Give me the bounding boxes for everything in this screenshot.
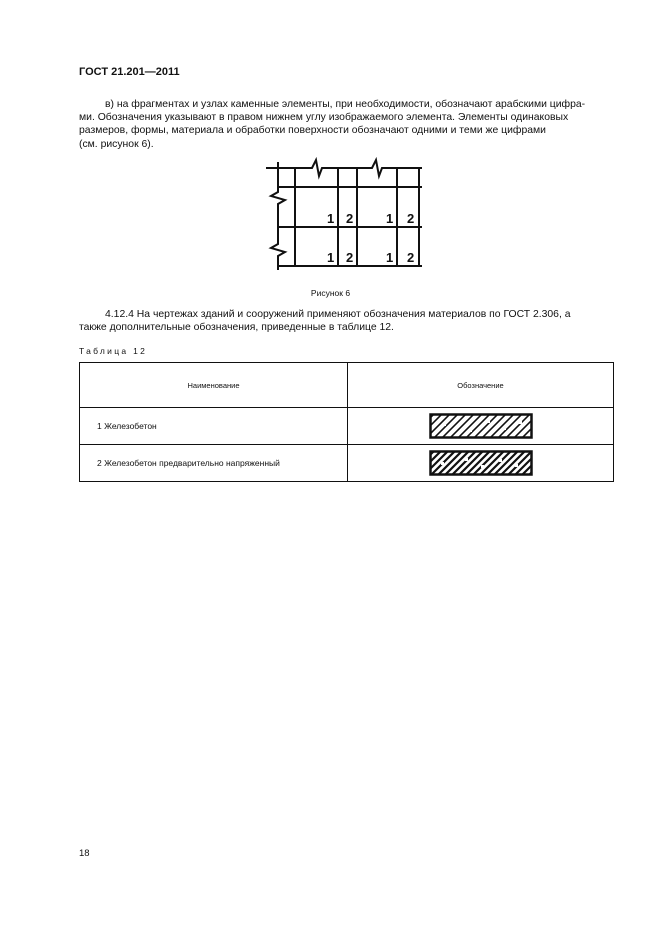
cell-number: 1	[386, 211, 394, 226]
row-name: 1 Железобетон	[80, 408, 348, 445]
paragraph-line: размеров, формы, материала и обработки поверхности обозначают одними и теми же цифрами	[79, 125, 546, 137]
reinforced-concrete-hatch-icon	[429, 413, 533, 439]
cell-number: 2	[407, 250, 415, 265]
materials-table	[79, 362, 614, 482]
table-label: Таблица 12	[79, 346, 148, 356]
paragraph-line: также дополнительные обозначения, приведенные в таблице 12.	[79, 322, 394, 334]
row-symbol	[348, 408, 614, 445]
table-row	[80, 445, 614, 482]
paragraph-line: в) на фрагментах и узлах каменные элементы, при необходимости, обозначают арабскими цифра-	[105, 99, 586, 110]
cell-number: 2	[407, 211, 415, 226]
document-header: ГОСТ 21.201—2011	[79, 66, 180, 78]
column-header-name: Наименование	[80, 363, 348, 408]
paragraph-4-12-4	[79, 308, 614, 334]
figure-caption: Рисунок 6	[310, 288, 351, 298]
table-row	[80, 408, 614, 445]
paragraph-line: ми. Обозначения указывают в правом нижнем углу изображаемого элемента. Элементы одинаковых	[79, 112, 569, 124]
figure-6-masonry-fragment	[262, 154, 442, 276]
cell-number: 2	[346, 250, 354, 265]
page-number: 18	[79, 848, 90, 859]
cell-number: 1	[327, 250, 335, 265]
row-symbol	[348, 445, 614, 482]
column-header-symbol: Обозначение	[348, 363, 614, 408]
paragraph-line: (см. рисунок 6).	[79, 138, 154, 150]
row-name: 2 Железобетон предварительно напряженный	[80, 445, 348, 482]
paragraph-stone-elements	[79, 98, 614, 151]
prestressed-concrete-hatch-icon	[429, 450, 533, 476]
cell-number: 2	[346, 211, 354, 226]
paragraph-line: 4.12.4 На чертежах зданий и сооружений применяют обозначения материалов по ГОСТ 2.306, а	[105, 309, 571, 320]
cell-number: 1	[327, 211, 335, 226]
cell-number: 1	[386, 250, 394, 265]
table-header-row	[80, 363, 614, 408]
